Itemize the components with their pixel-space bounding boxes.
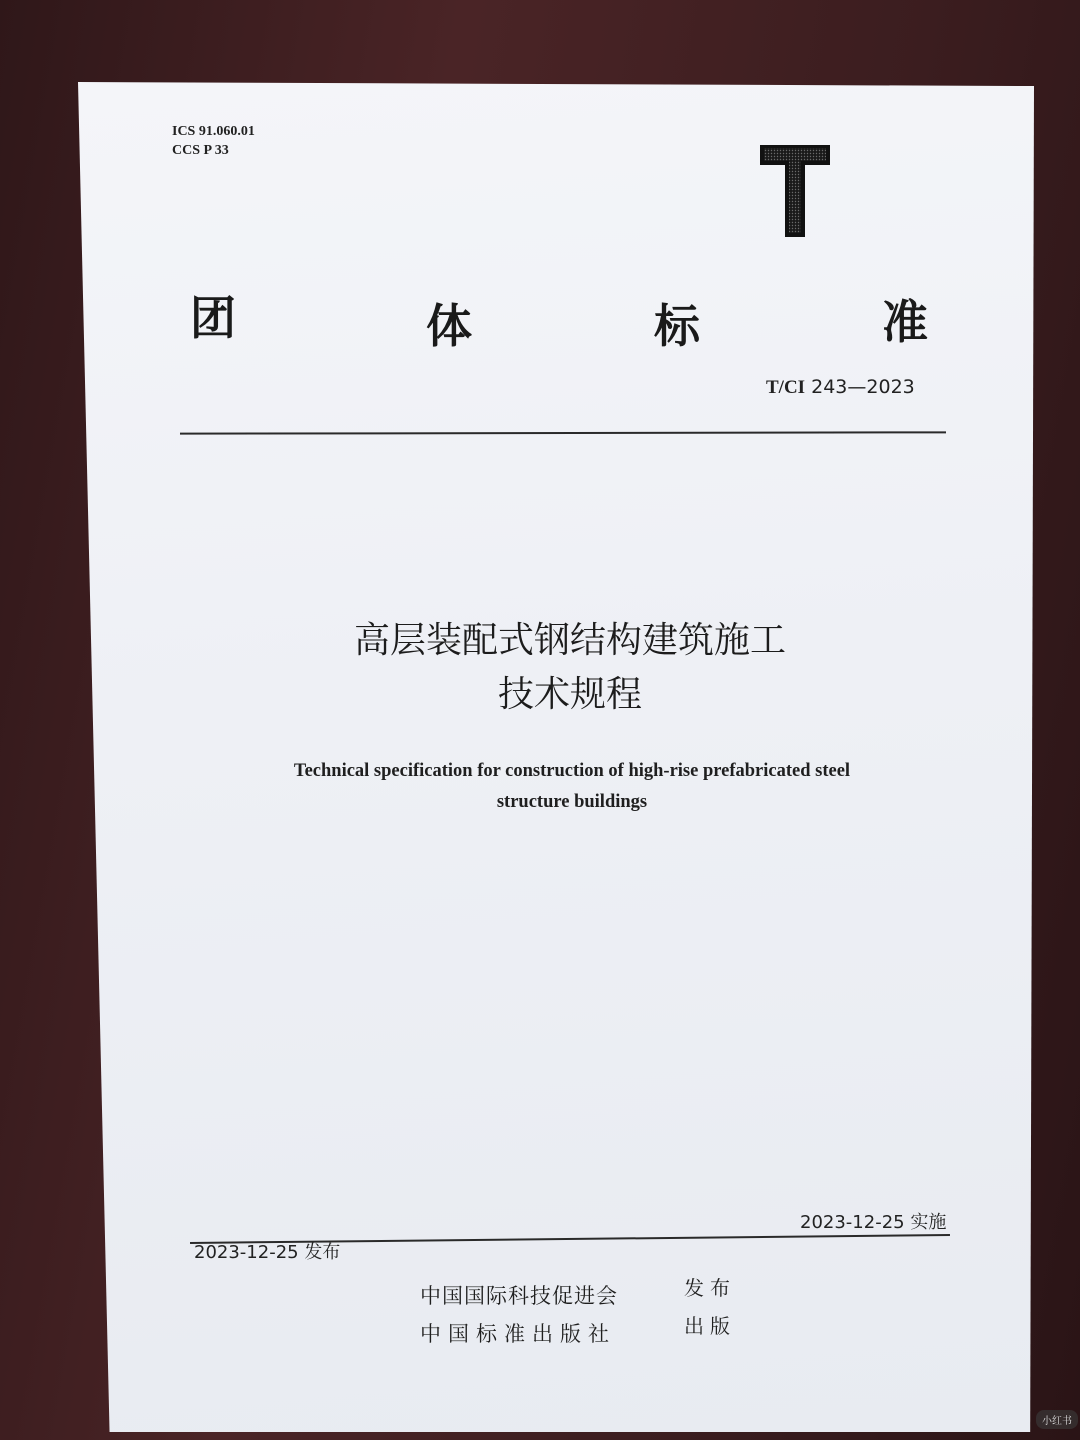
printer-org: 中国标准出版社	[420, 1322, 616, 1346]
standard-number-value: 243—2023	[811, 376, 915, 398]
heading-char-1: 团	[190, 291, 236, 345]
title-chinese-line2: 技术规程	[497, 674, 642, 715]
title-chinese	[260, 614, 880, 722]
title-english-line2: structure buildings	[496, 792, 648, 812]
ccs-code: CCS P 33	[172, 143, 229, 158]
implementation-date: 2023-12-25 实施	[800, 1212, 947, 1233]
title-english-line1: Technical specification for construction of high-rise prefabricated steel	[293, 761, 851, 781]
heading-char-4: 准	[882, 295, 928, 349]
standard-number-prefix: T/CI	[766, 377, 806, 398]
title-chinese-line1: 高层装配式钢结构建筑施工	[353, 620, 786, 661]
group-standard-heading	[190, 282, 936, 353]
publisher-org: 中国国际科技促进会	[420, 1284, 618, 1308]
heading-char-2: 体	[426, 299, 472, 353]
classification-codes	[172, 122, 255, 160]
ics-code: ICS 91.060.01	[172, 124, 255, 139]
publisher-role: 发布	[684, 1276, 736, 1300]
printer-role: 出版	[684, 1314, 736, 1338]
title-english	[222, 756, 922, 818]
t-standard-logo	[758, 143, 832, 239]
heading-char-3: 标	[654, 299, 700, 353]
publication-date: 2023-12-25 发布	[194, 1242, 341, 1263]
standard-number	[766, 376, 915, 399]
watermark-badge: 小红书	[1036, 1410, 1078, 1429]
